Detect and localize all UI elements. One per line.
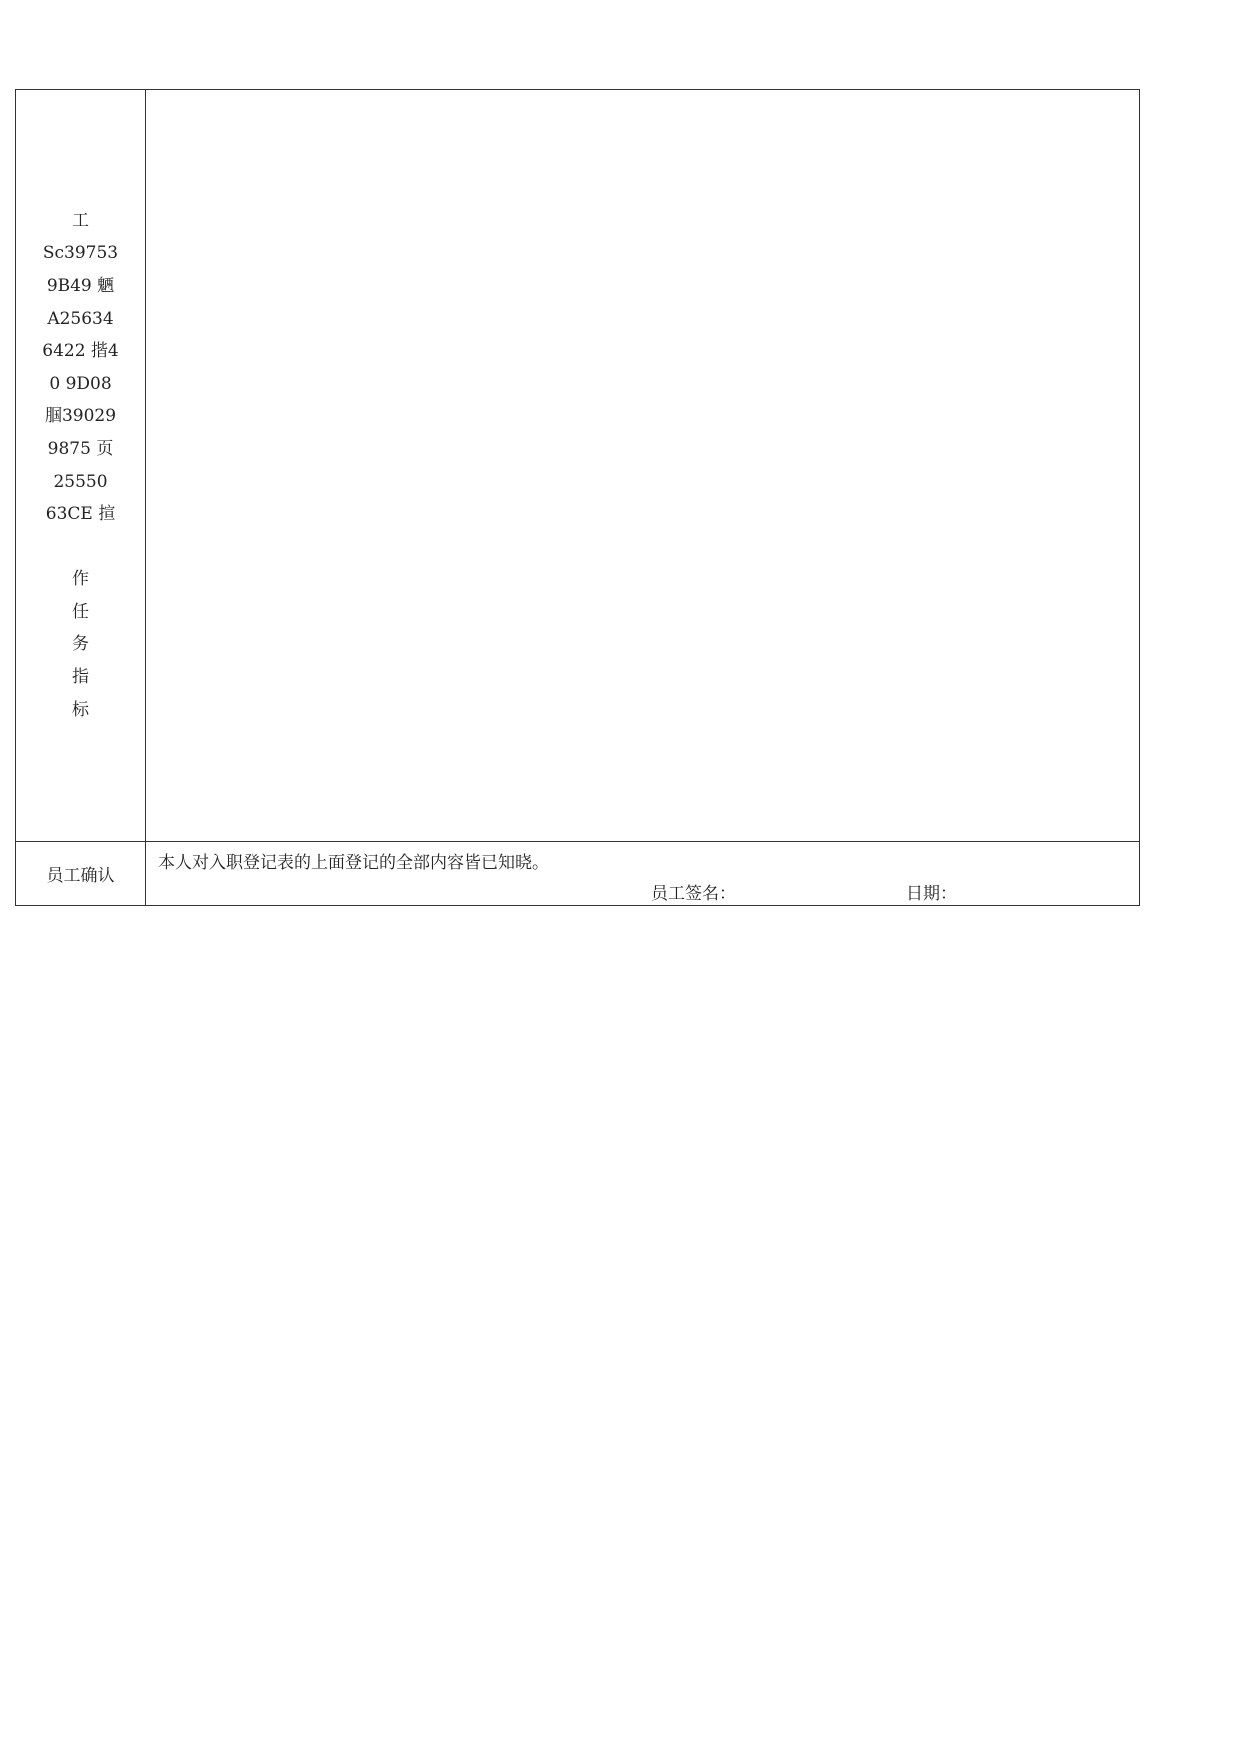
task-indicators-content[interactable]: [146, 90, 1139, 841]
task-label-line: 9875 页: [47, 438, 114, 459]
employee-confirmation-label: 员工确认: [16, 842, 146, 906]
employee-form-table: [15, 89, 1140, 906]
task-label-line: 9B49 魉: [46, 275, 115, 296]
task-label-line: 6422 揩4: [42, 341, 119, 362]
task-label-line: 务: [72, 634, 89, 655]
employee-confirmation-cell: [146, 842, 1140, 906]
task-label-line: 标: [72, 699, 89, 720]
task-label-line: 作: [72, 569, 89, 590]
task-label-line: Sc39753: [42, 243, 119, 264]
task-label-line: 0 9D08: [49, 373, 112, 394]
task-label-line: 63CE 揎: [45, 504, 116, 525]
task-indicators-content-cell[interactable]: [146, 90, 1140, 842]
task-label-line: A25634: [47, 308, 114, 329]
task-indicators-label-cell: [16, 90, 146, 842]
signature-field-label[interactable]: 员工签名：: [651, 884, 736, 904]
employee-confirmation-row: [16, 842, 1140, 906]
task-label-line: 指: [72, 667, 89, 688]
task-indicators-row: [16, 90, 1140, 842]
task-label-line: 腘39029: [44, 406, 117, 427]
task-label-line: 25550: [53, 471, 108, 492]
confirmation-statement: 本人对入职登记表的上面登记的全部内容皆已知晓。: [158, 853, 549, 873]
task-indicators-label: [16, 90, 145, 841]
date-field-label[interactable]: 日期：: [906, 884, 957, 904]
task-label-line: 工: [72, 210, 89, 231]
task-label-line: 任: [72, 601, 89, 622]
